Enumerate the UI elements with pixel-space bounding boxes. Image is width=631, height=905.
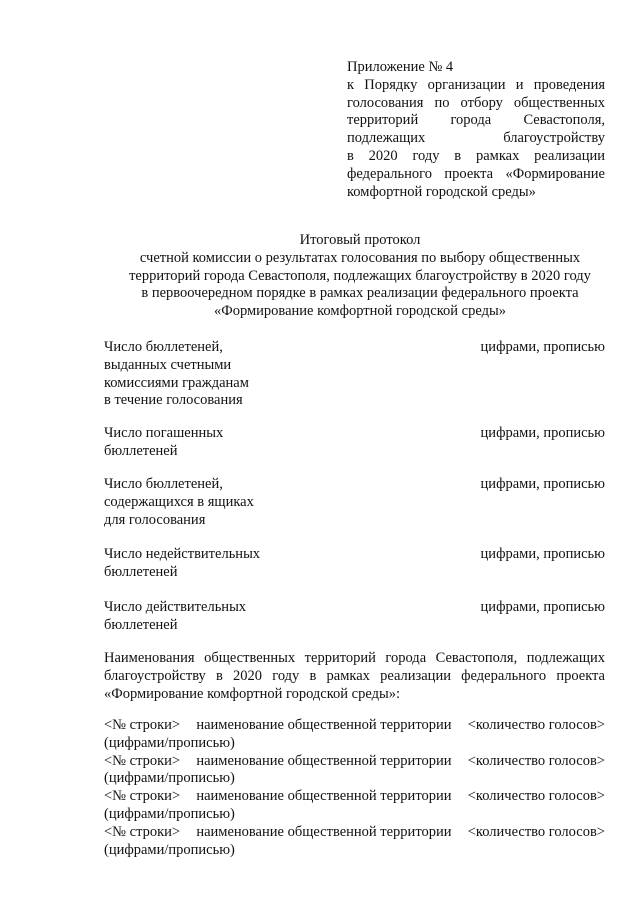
entry-territory-name: наименование общественной территории [196,752,452,769]
field-label-line: Число действительных [104,599,247,615]
appendix-header [347,59,605,201]
entry-row-number: <№ строки> [104,717,181,733]
field-label-line: бюллетеней [104,442,178,459]
entry-vote-count: <количество голосов> [467,717,605,733]
field-value-placeholder: цифрами, прописью [480,599,605,615]
appendix-line: комфортной городской среды» [347,183,536,200]
protocol-title [60,232,631,321]
list-item [104,753,605,789]
protocol-subtitle-line: «Формирование комфортной городской среды» [214,303,506,320]
field-label-line: в течение голосования [104,392,243,409]
field-label-line: комиссиями гражданам [104,374,249,391]
field-value-placeholder: цифрами, прописью [480,476,605,492]
appendix-line: голосования по отбору общественных [347,94,605,111]
field-label [104,599,324,635]
appendix-number: Приложение № 4 [347,59,454,75]
appendix-line: федерального проекта «Формирование [347,165,605,182]
territory-entries [104,717,605,859]
field-label [104,339,324,410]
entry-territory-name: наименование общественной территории [196,823,452,840]
entry-row-number: <№ строки> [104,823,181,840]
list-item [104,824,605,860]
field-label-line: Число погашенных [104,425,224,441]
entry-vote-count: <количество голосов> [467,823,605,840]
field-label [104,476,324,529]
field-label-line: Число недействительных [104,546,261,562]
entry-territory-name: наименование общественной территории [196,788,452,805]
field-label-line: бюллетеней [104,563,178,580]
appendix-line: территорий города Севастополя, [347,112,605,129]
field-value-placeholder: цифрами, прописью [480,546,605,562]
entry-format: (цифрами/прописью) [104,734,235,751]
field-label [104,425,324,461]
entry-territory-name: наименование общественной территории [196,717,452,733]
field-label [104,546,324,582]
protocol-heading: Итоговый протокол [299,232,421,248]
entry-row-number: <№ строки> [104,752,181,769]
protocol-subtitle-line: территорий города Севастополя, подлежащих благоустройству в 2020 году [129,267,591,284]
appendix-line: в 2020 году в рамках реализации [347,147,605,164]
field-label-line: содержащихся в ящиках [104,493,254,510]
field-value-placeholder: цифрами, прописью [480,339,605,355]
list-item [104,788,605,824]
entry-format: (цифрами/прописью) [104,770,235,787]
field-label-line: Число бюллетеней, [104,476,223,492]
entry-vote-count: <количество голосов> [467,788,605,805]
list-item [104,717,605,753]
entry-format: (цифрами/прописью) [104,841,235,858]
entry-format: (цифрами/прописью) [104,805,235,822]
field-label-line: бюллетеней [104,616,178,633]
field-label-line: для голосования [104,511,206,528]
appendix-line: подлежащих благоустройству [347,130,605,147]
entry-vote-count: <количество голосов> [467,752,605,769]
field-label-line: Число бюллетеней, [104,339,223,355]
entry-row-number: <№ строки> [104,788,181,805]
protocol-subtitle-line: в первоочередном порядке в рамках реализации федерального проекта [141,285,579,302]
field-label-line: выданных счетными [104,356,232,373]
protocol-subtitle-line: счетной комиссии о результатах голосования по выбору общественных [139,249,581,266]
field-value-placeholder: цифрами, прописью [480,425,605,441]
territories-paragraph: Наименования общественных территорий города Севастополя, подлежащих благоустройству в 2020 году в рамках реализации федерального проекта «Формирование комфортной городской среды»: [104,650,605,702]
appendix-line: к Порядку организации и проведения [347,76,605,93]
